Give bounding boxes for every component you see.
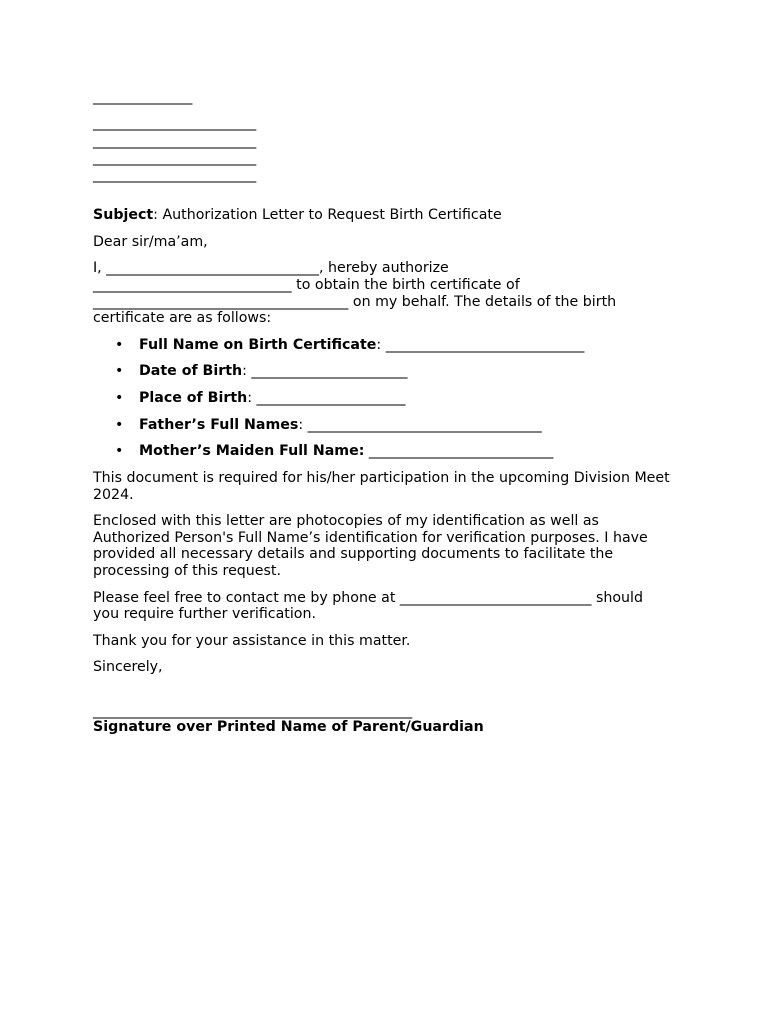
detail-blank: : ____________________________ bbox=[376, 337, 585, 353]
address-blank-3: _______________________ bbox=[93, 150, 257, 166]
detail-label: Mother’s Maiden Full Name: bbox=[139, 443, 365, 459]
closing-line: Sincerely, bbox=[93, 659, 163, 675]
bullet-icon: • bbox=[115, 443, 124, 459]
subject-line bbox=[93, 207, 502, 224]
bullet-icon: • bbox=[115, 363, 124, 379]
subject-label: Subject bbox=[93, 207, 154, 223]
intro-line-4: certificate are as follows: bbox=[93, 310, 272, 326]
intro-line-1: I, ______________________________, hereby authorize bbox=[93, 260, 449, 276]
date-blank: ______________ bbox=[93, 89, 193, 105]
enclosed-line-1: Enclosed with this letter are photocopies of my identification as well as bbox=[93, 513, 599, 529]
purpose-line-1: This document is required for his/her participation in the upcoming Division Meet bbox=[93, 470, 670, 486]
detail-blank: : _________________________________ bbox=[298, 417, 542, 433]
address-blank-4: _______________________ bbox=[93, 167, 257, 183]
contact-line-2: you require further verification. bbox=[93, 606, 316, 622]
detail-label: Full Name on Birth Certificate bbox=[139, 337, 377, 353]
intro-line-2: ____________________________ to obtain the birth certificate of bbox=[93, 277, 520, 293]
address-blank-2: _______________________ bbox=[93, 133, 257, 149]
bullet-icon: • bbox=[115, 390, 124, 406]
detail-label: Date of Birth bbox=[139, 363, 243, 379]
purpose-line-2: 2024. bbox=[93, 487, 134, 503]
detail-label: Place of Birth bbox=[139, 390, 248, 406]
thanks-line: Thank you for your assistance in this matter. bbox=[93, 633, 411, 649]
bullet-icon: • bbox=[115, 337, 124, 353]
contact-line-1: Please feel free to contact me by phone at ___________________________ should bbox=[93, 590, 643, 606]
enclosed-line-3: provided all necessary details and supporting documents to facilitate the bbox=[93, 546, 614, 562]
enclosed-line-4: processing of this request. bbox=[93, 563, 281, 579]
signature-caption: Signature over Printed Name of Parent/Guardian bbox=[93, 719, 484, 735]
detail-label: Father’s Full Names bbox=[139, 417, 299, 433]
intro-line-3: ____________________________________ on my behalf. The details of the birth bbox=[93, 294, 617, 310]
signature-line: _____________________________________________ bbox=[93, 703, 413, 719]
salutation: Dear sir/ma’am, bbox=[93, 234, 208, 250]
bullet-icon: • bbox=[115, 417, 124, 433]
detail-blank: __________________________ bbox=[364, 443, 554, 459]
address-blank-1: _______________________ bbox=[93, 115, 257, 131]
subject-text: : Authorization Letter to Request Birth Certificate bbox=[153, 207, 502, 223]
detail-blank: : _____________________ bbox=[247, 390, 406, 406]
enclosed-line-2: Authorized Person's Full Name’s identification for verification purposes. I have bbox=[93, 530, 648, 546]
detail-blank: : ______________________ bbox=[242, 363, 408, 379]
